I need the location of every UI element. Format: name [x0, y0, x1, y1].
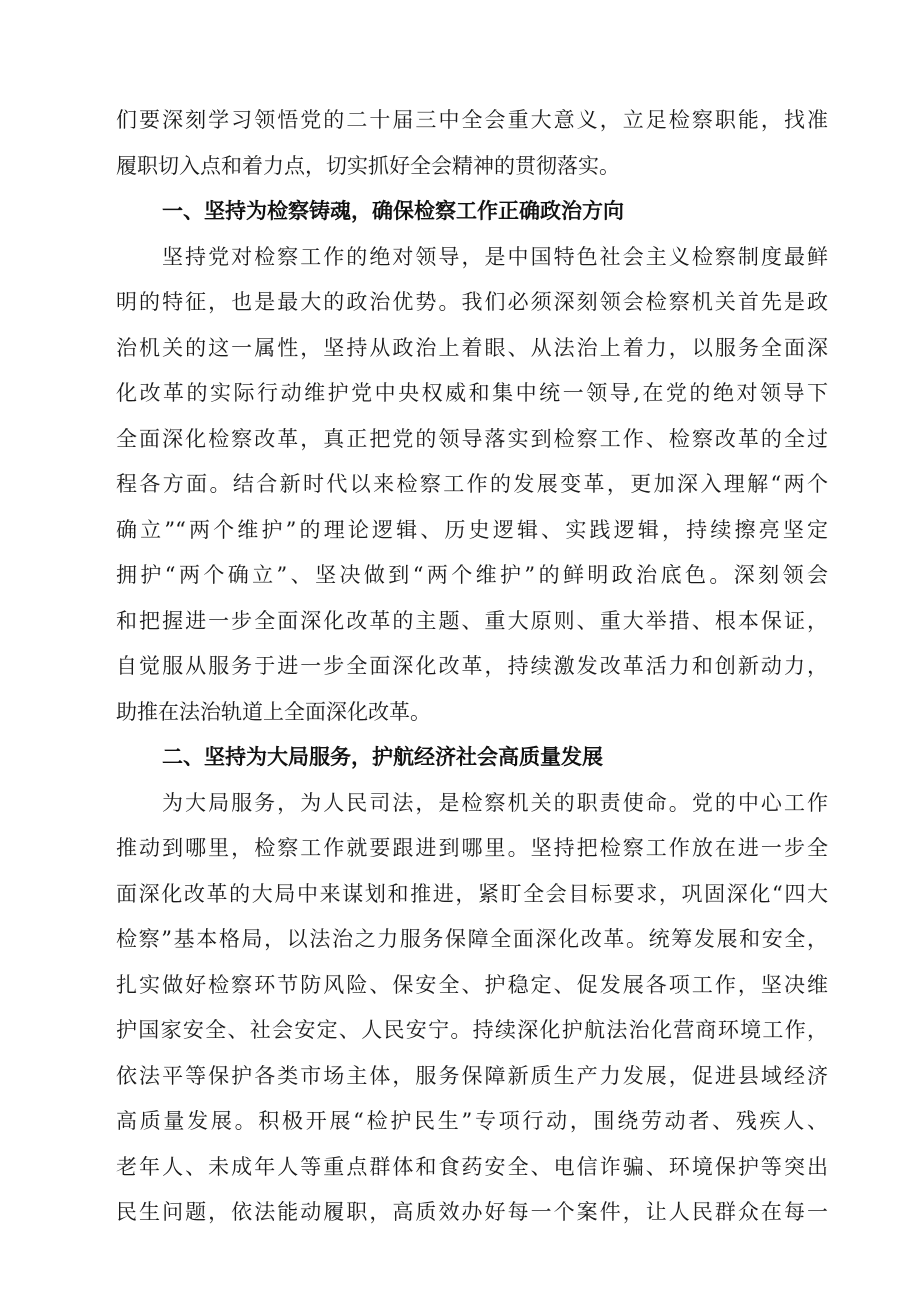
- section-heading-1: 一、坚持为检察铸魂，确保检察工作正确政治方向: [162, 199, 624, 223]
- section1-line: 助推在法治轨道上全面深化改革。: [116, 699, 431, 724]
- section1-line: 确立”“两个维护”的理论逻辑、历史逻辑、实践逻辑，持续擦亮坚定: [116, 517, 828, 542]
- section2-line: 为大局服务，为人民司法，是检察机关的职责使命。党的中心工作: [162, 790, 828, 815]
- section2-line: 面深化改革的大局中来谋划和推进，紧盯全会目标要求，巩固深化“四大: [116, 881, 828, 906]
- section1-line: 全面深化检察改革，真正把党的领导落实到检察工作、检察改革的全过: [116, 426, 828, 451]
- intro-line: 们要深刻学习领悟党的二十届三中全会重大意义，立足检察职能，找准: [116, 108, 828, 132]
- section-heading-2: 二、坚持为大局服务，护航经济社会高质量发展: [162, 745, 603, 769]
- section2-line: 推动到哪里，检察工作就要跟进到哪里。坚持把检察工作放在进一步全: [116, 836, 828, 860]
- section2-line: 老年人、未成年人等重点群体和食药安全、电信诈骗、环境保护等突出: [116, 1154, 828, 1179]
- section1-line: 坚持党对检察工作的绝对领导，是中国特色社会主义检察制度最鲜: [162, 244, 828, 269]
- section2-line: 检察”基本格局，以法治之力服务保障全面深化改革。统筹发展和安全，: [116, 927, 828, 951]
- section2-line: 护国家安全、社会安定、人民安宁。持续深化护航法治化营商环境工作，: [116, 1018, 828, 1042]
- section2-line: 扎实做好检察环节防风险、保安全、护稳定、促发展各项工作，坚决维: [116, 972, 828, 997]
- section1-line: 明的特征，也是最大的政治优势。我们必须深刻领会检察机关首先是政: [116, 290, 828, 314]
- section2-line: 高质量发展。积极开展“检护民生”专项行动，围绕劳动者、残疾人、: [116, 1109, 828, 1133]
- section2-line: 民生问题，依法能动履职，高质效办好每一个案件，让人民群众在每一: [116, 1200, 828, 1224]
- section2-line: 依法平等保护各类市场主体，服务保障新质生产力发展，促进县域经济: [116, 1063, 828, 1088]
- section1-line: 程各方面。结合新时代以来检察工作的发展变革，更加深入理解“两个: [116, 472, 828, 496]
- section1-line: 治机关的这一属性，坚持从政治上着眼、从法治上着力，以服务全面深: [116, 335, 828, 360]
- document-body: [116, 98, 828, 1236]
- section1-line: 和把握进一步全面深化改革的主题、重大原则、重大举措、根本保证，: [116, 608, 828, 633]
- section1-line: 自觉服从服务于进一步全面深化改革，持续激发改革活力和创新动力，: [116, 654, 828, 678]
- section1-line: 拥护“两个确立”、坚决做到“两个维护”的鲜明政治底色。深刻领会: [116, 563, 828, 587]
- section1-line: 化改革的实际行动维护党中央权威和集中统一领导,在党的绝对领导下: [116, 381, 828, 405]
- intro-line: 履职切入点和着力点，切实抓好全会精神的贯彻落实。: [116, 153, 620, 178]
